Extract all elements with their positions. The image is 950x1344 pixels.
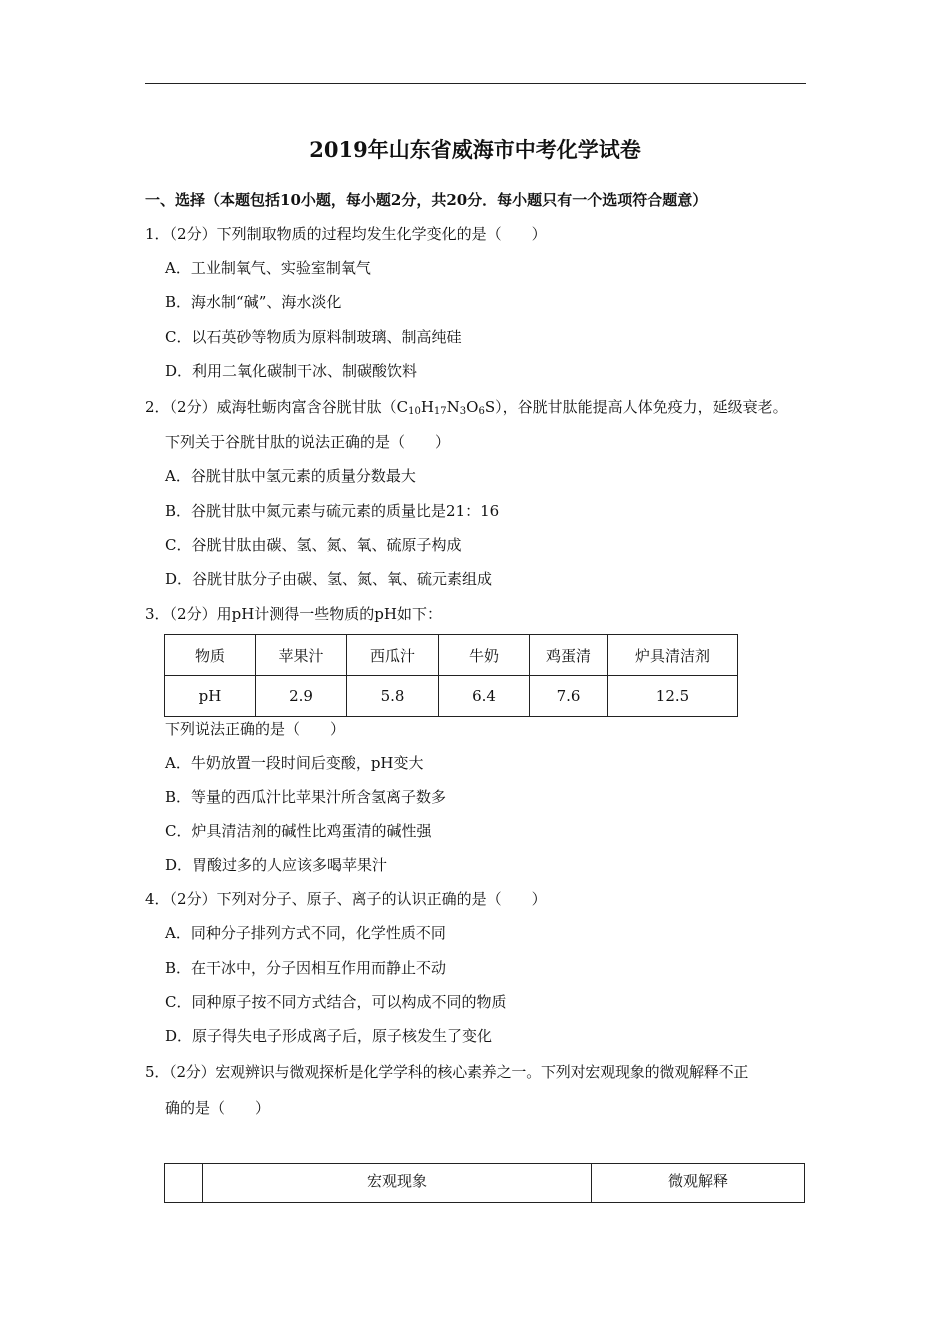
question-3-option-c[interactable]: C．炉具清洁剂的碱性比鸡蛋清的碱性强 — [165, 822, 432, 840]
macro-micro-table-cell: 微观解释 — [592, 1164, 805, 1203]
ph-table-cell: 12.5 — [608, 676, 738, 717]
question-1-stem: 1．（2分）下列制取物质的过程均发生化学变化的是（ ） — [145, 225, 547, 243]
ph-table-cell: 物质 — [165, 635, 256, 676]
question-5-stem-line2: 确的是（ ） — [165, 1099, 271, 1117]
question-2-stem-before: 2．（2分）威海牡蛎肉富含谷胱甘肽（ — [145, 398, 397, 416]
question-2-option-d[interactable]: D．谷胱甘肽分子由碳、氢、氮、氧、硫元素组成 — [165, 570, 493, 588]
question-1-option-b[interactable]: B．海水制“碱”、海水淡化 — [165, 293, 342, 311]
ph-table-cell: 苹果汁 — [256, 635, 347, 676]
ph-table-cell: 西瓜汁 — [347, 635, 439, 676]
header-rule — [145, 83, 806, 84]
page-title: 2019年山东省威海市中考化学试卷 — [309, 137, 641, 162]
question-5-stem: 5．（2分）宏观辨识与微观探析是化学学科的核心素养之一。下列对宏观现象的微观解释不正 — [145, 1063, 749, 1081]
macro-micro-table — [164, 1163, 805, 1203]
ph-table-value-row — [165, 676, 738, 717]
question-4-option-d[interactable]: D．原子得失电子形成离子后，原子核发生了变化 — [165, 1027, 493, 1045]
ph-table-cell: 7.6 — [530, 676, 608, 717]
question-2-option-c[interactable]: C．谷胱甘肽由碳、氢、氮、氧、硫原子构成 — [165, 536, 462, 554]
question-3-option-b[interactable]: B．等量的西瓜汁比苹果汁所含氢离子数多 — [165, 788, 447, 806]
question-4-stem: 4．（2分）下列对分子、原子、离子的认识正确的是（ ） — [145, 890, 547, 908]
question-3-option-d[interactable]: D．胃酸过多的人应该多喝苹果汁 — [165, 856, 388, 874]
ph-table-cell: 炉具清洁剂 — [608, 635, 738, 676]
macro-micro-table-cell — [165, 1164, 203, 1203]
section-heading: 一、选择（本题包括10小题，每小题2分，共20分．每小题只有一个选项符合题意） — [145, 191, 708, 209]
question-2-stem-line2: 下列关于谷胱甘肽的说法正确的是（ ） — [165, 433, 451, 451]
ph-table-cell: 牛奶 — [439, 635, 530, 676]
ph-table-header-row — [165, 635, 738, 676]
chemical-formula: $C_{10}H_{17}N_3O_6S$ — [396, 398, 496, 417]
question-2-option-b[interactable]: B．谷胱甘肽中氮元素与硫元素的质量比是21：16 — [165, 502, 500, 520]
ph-table-cell: 2.9 — [256, 676, 347, 717]
ph-table — [164, 634, 738, 717]
question-3-option-a[interactable]: A．牛奶放置一段时间后变酸，pH变大 — [165, 754, 424, 772]
ph-table-cell: 5.8 — [347, 676, 439, 717]
question-4-option-a[interactable]: A．同种分子排列方式不同，化学性质不同 — [165, 924, 446, 942]
question-2-stem-after: ），谷胱甘肽能提高人体免疫力，延级衰老。 — [495, 398, 788, 416]
question-1-option-a[interactable]: A．工业制氧气、实验室制氧气 — [165, 259, 371, 277]
question-1-option-c[interactable]: C．以石英砂等物质为原料制玻璃、制高纯硅 — [165, 328, 462, 346]
macro-micro-table-header-row — [165, 1164, 805, 1203]
question-2-option-a[interactable]: A．谷胱甘肽中氢元素的质量分数最大 — [165, 467, 416, 485]
ph-table-cell: pH — [165, 676, 256, 717]
question-1-option-d[interactable]: D．利用二氧化碳制干冰、制碳酸饮料 — [165, 362, 418, 380]
ph-table-cell: 6.4 — [439, 676, 530, 717]
question-4-option-c[interactable]: C．同种原子按不同方式结合，可以构成不同的物质 — [165, 993, 507, 1011]
question-3-stem-line2: 下列说法正确的是（ ） — [165, 720, 346, 738]
question-2-stem — [145, 397, 788, 417]
macro-micro-table-cell: 宏观现象 — [203, 1164, 592, 1203]
question-3-stem: 3．（2分）用pH计测得一些物质的pH如下： — [145, 605, 442, 623]
ph-table-cell: 鸡蛋清 — [530, 635, 608, 676]
question-4-option-b[interactable]: B．在干冰中，分子因相互作用而静止不动 — [165, 959, 447, 977]
